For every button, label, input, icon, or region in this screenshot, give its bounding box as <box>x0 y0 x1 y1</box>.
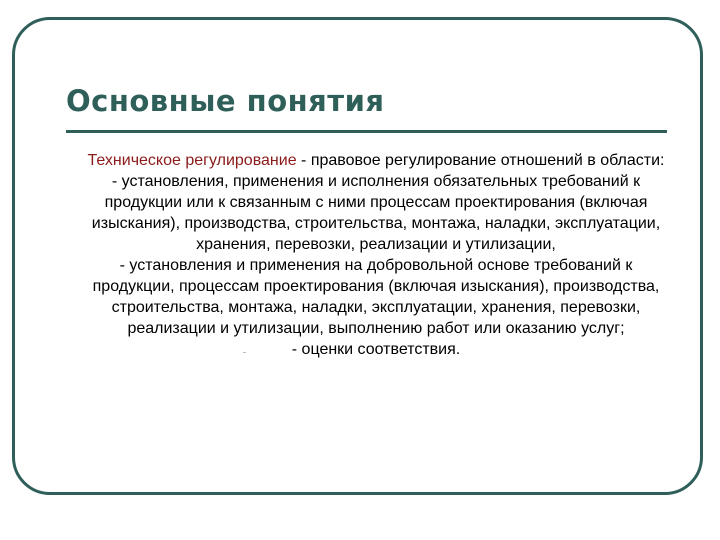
definition-paragraph <box>86 150 666 171</box>
list-item-mandatory: - установления, применения и исполнения обязательных требований к продукции или к связанным с ними процессам проектирования (включая изыскания), производства, строительства, монтажа, наладки, эксплуатации, хранения, перевозки, реализации и утилизации, <box>91 173 661 253</box>
definition-text: - правовое регулирование отношений в области: <box>296 152 665 169</box>
list-item-voluntary: - установления и применения на добровольной основе требований к продукции, процессам проектирования (включая изыскания), производства, строительства, монтажа, наладки, эксплуатации, хранения, перевозки, реализации и утилизации, выполнению работ или оказанию услуг; <box>92 257 660 337</box>
definition-term: Техническое регулирование <box>87 152 297 169</box>
bullet-dot <box>243 352 246 353</box>
slide-body <box>86 150 666 360</box>
list-item-conformity-text: - оценки соответствия. <box>291 341 461 358</box>
list-item-conformity <box>86 339 666 360</box>
title-underline <box>66 130 667 133</box>
slide-title: Основные понятия <box>66 84 385 118</box>
